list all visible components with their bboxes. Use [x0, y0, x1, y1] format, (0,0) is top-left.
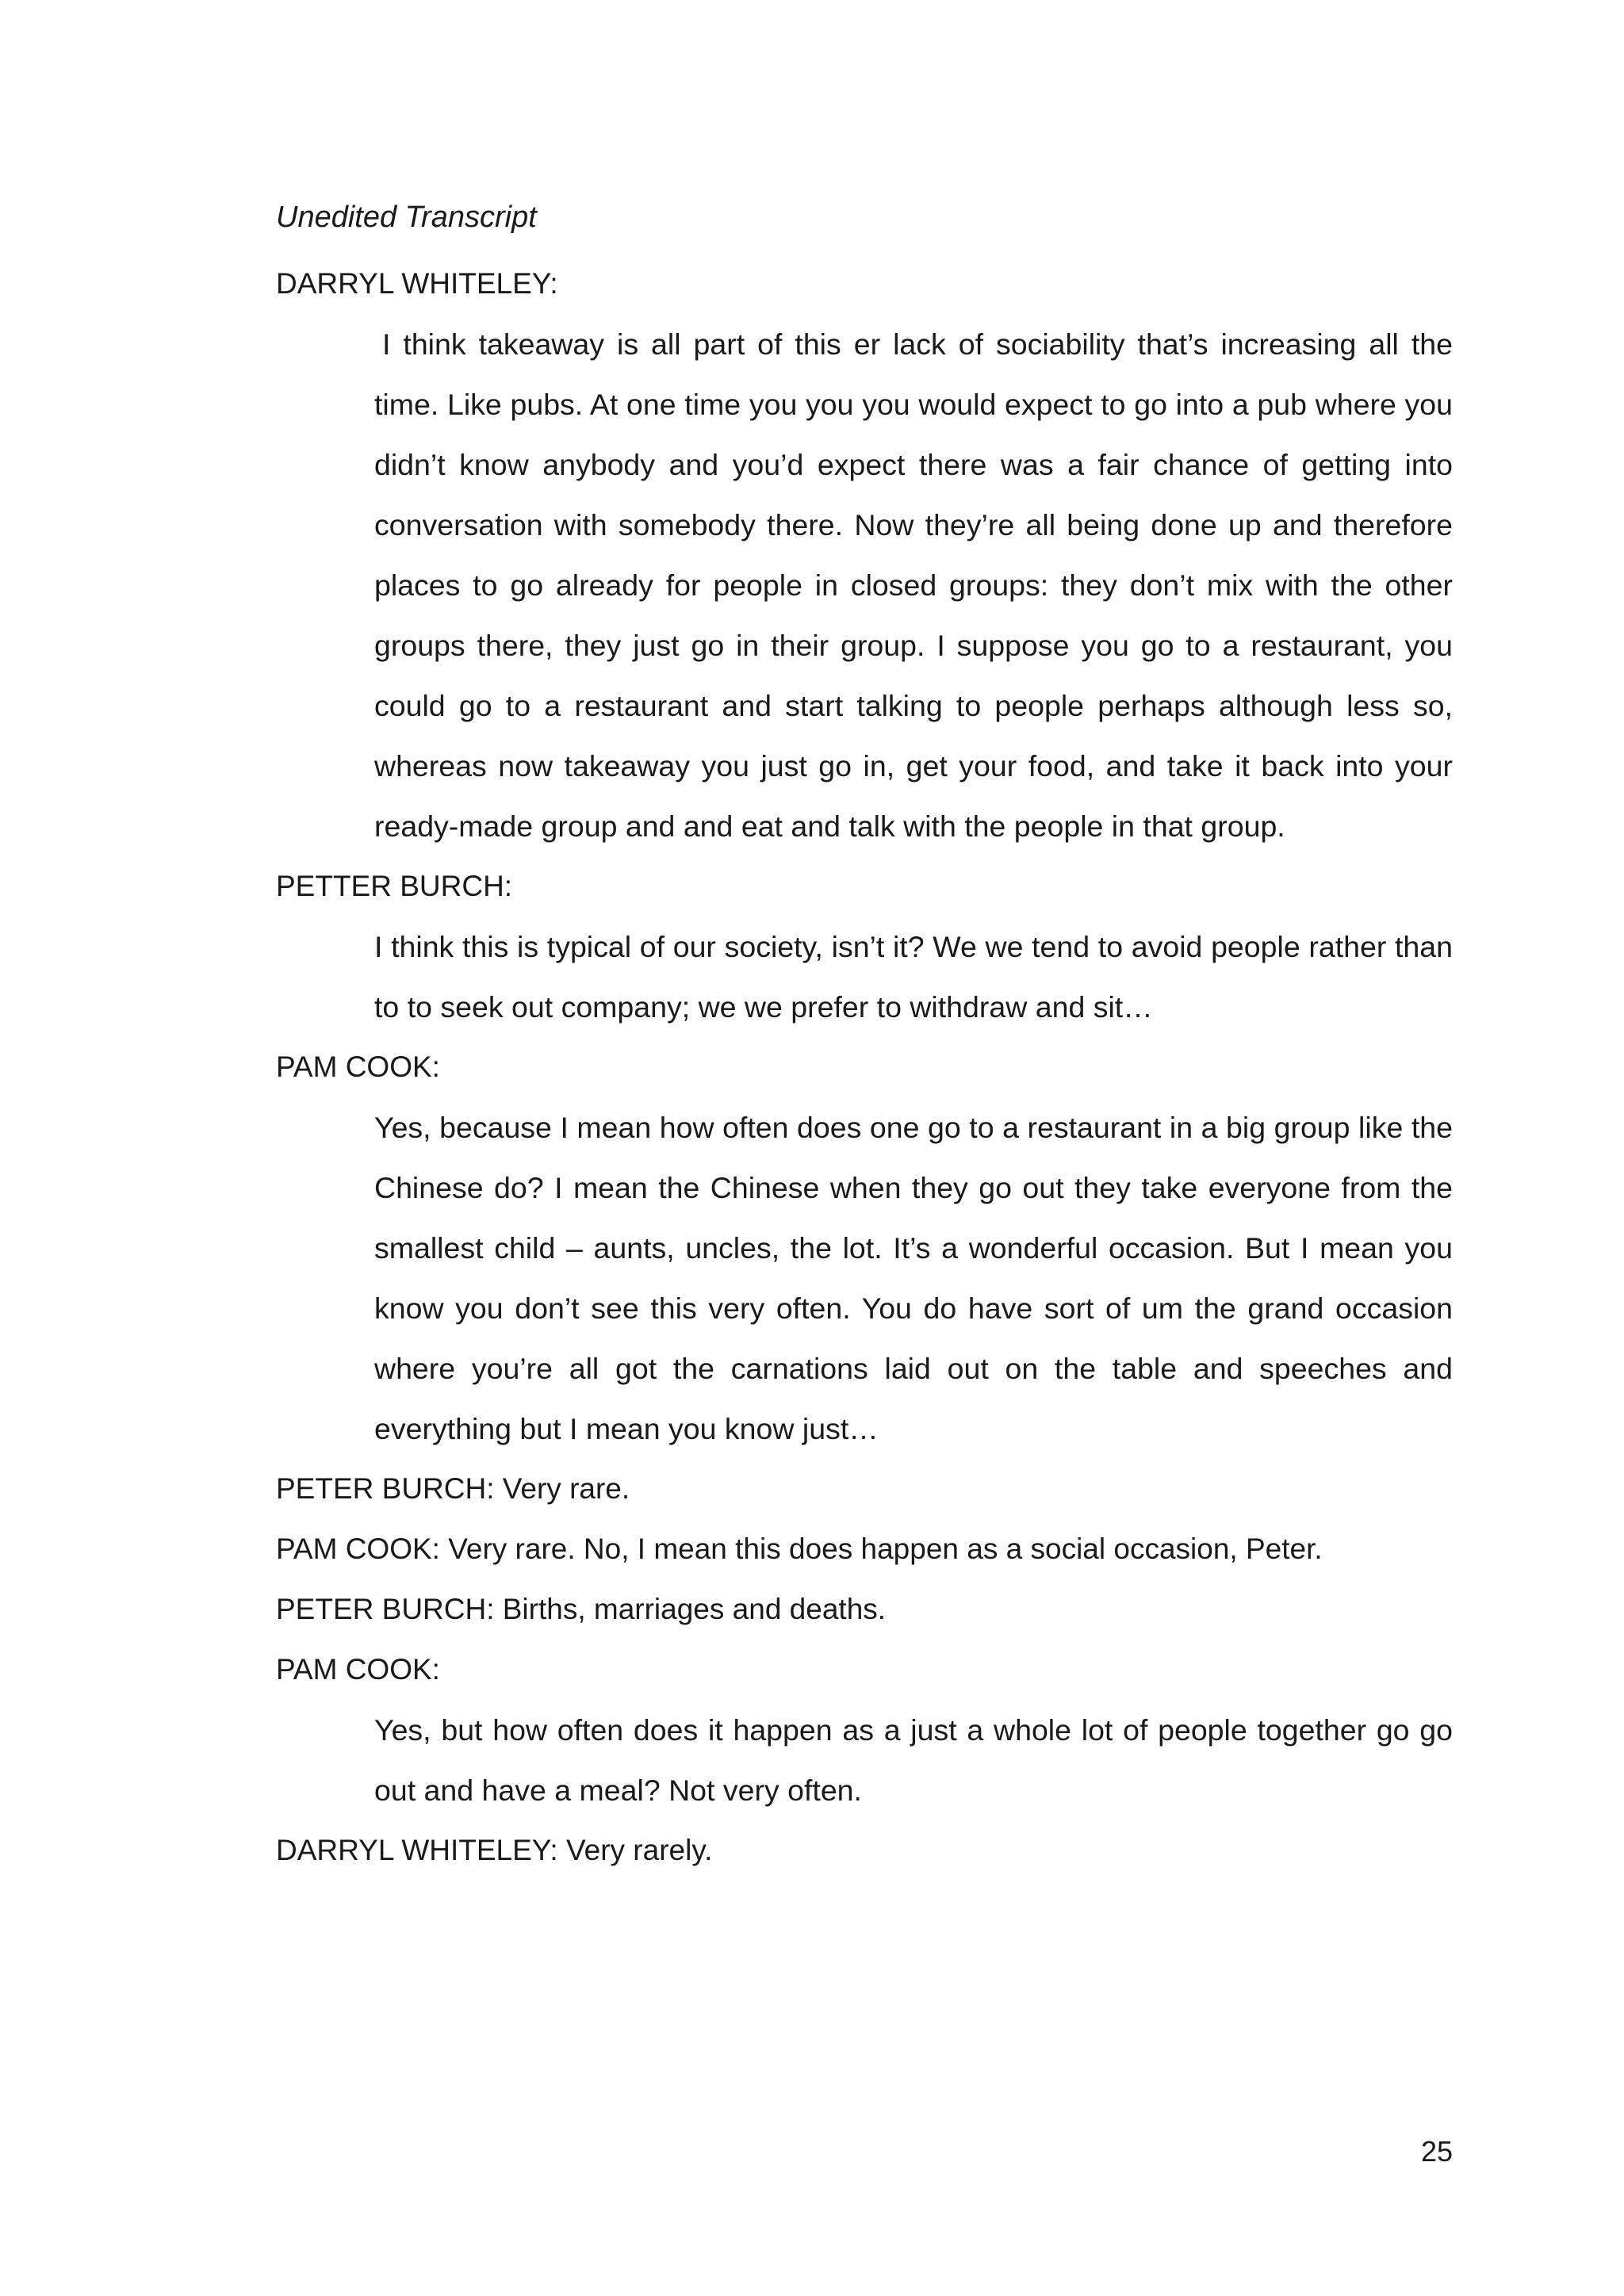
- transcript-line: PETER BURCH: Very rare.: [276, 1472, 630, 1505]
- transcript-body: [276, 254, 1453, 1881]
- transcript-line: PAM COOK: Very rare. No, I mean this does happen as a social occasion, Peter.: [276, 1533, 1323, 1565]
- speaker-label: PETTER BURCH:: [276, 870, 513, 902]
- transcript-line: DARRYL WHITELEY: Very rarely.: [276, 1834, 713, 1866]
- speech-paragraph: I think this is typical of our society, isn’t it? We we tend to avoid people rather than to to seek out company; we we prefer to withdraw and sit…: [374, 930, 1453, 1024]
- transcript-line: PETER BURCH: Births, marriages and deaths.: [276, 1593, 887, 1625]
- speech-paragraph: I think takeaway is all part of this er lack of sociability that’s increasing all the time. Like pubs. At one time you you you would expect to go into a pub where you didn’t know anybody and you’d expect there was a fair chance of getting into conversation with somebody there. Now they’re all being done up and therefore places to go already for people in closed groups: they don’t mix with the other groups there, they just go in their group. I suppose you go to a restaurant, you could go to a restaurant and start talking to people perhaps although less so, whereas now takeaway you just go in, get your food, and take it back into your ready-made group and and eat and talk with the people in that group.: [374, 327, 1453, 843]
- speaker-label: PAM COOK:: [276, 1653, 440, 1686]
- speech-paragraph: Yes, because I mean how often does one go to a restaurant in a big group like the Chinese do? I mean the Chinese when they go out they take everyone from the smallest child – aunts, uncles, the lot. It’s a wonderful occasion. But I mean you know you don’t see this very often. You do have sort of um the grand occasion where you’re all got the carnations laid out on the table and speeches and everything but I mean you know just…: [374, 1111, 1453, 1445]
- speaker-label: PAM COOK:: [276, 1050, 440, 1083]
- speech-paragraph: Yes, but how often does it happen as a just a whole lot of people together go go out and have a meal? Not very often.: [374, 1713, 1453, 1807]
- document-heading: Unedited Transcript: [276, 201, 537, 234]
- speaker-label: DARRYL WHITELEY:: [276, 267, 558, 300]
- page-number: 25: [1420, 2135, 1453, 2168]
